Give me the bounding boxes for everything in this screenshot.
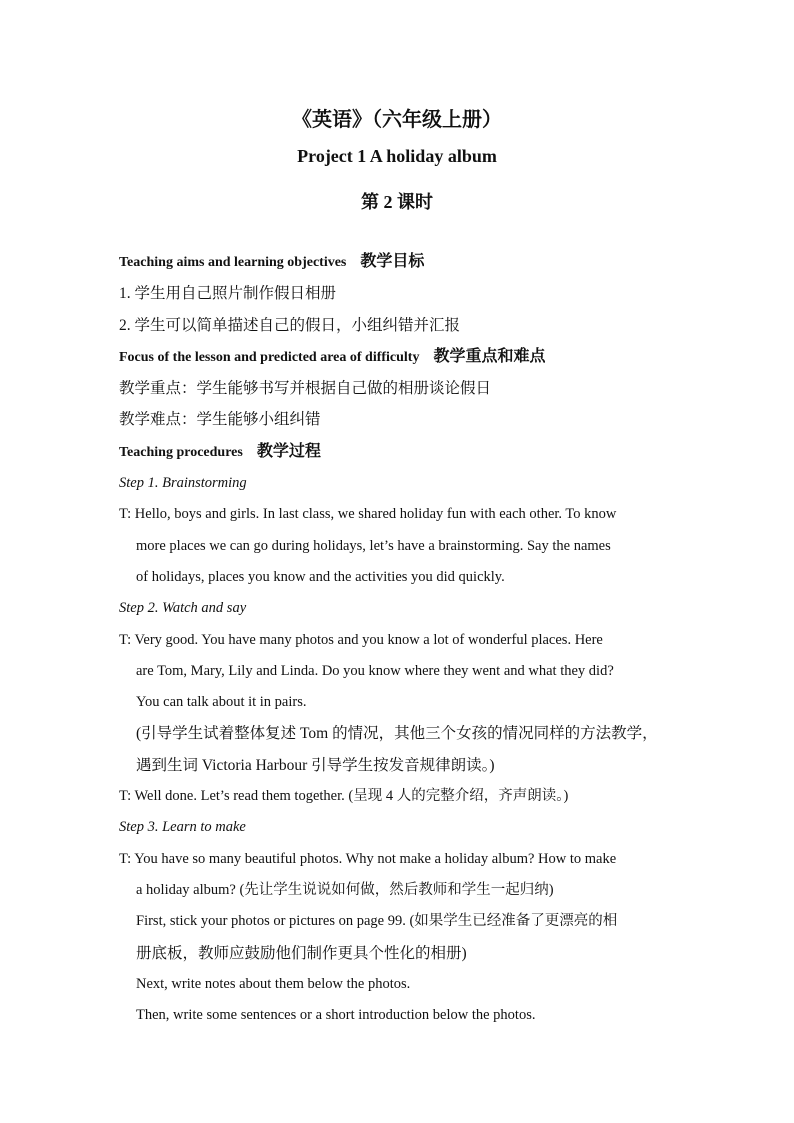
focus-heading [119,341,679,373]
document-title: 《英语》（六年级上册） [292,109,502,131]
aims-heading [119,246,679,278]
difficulty-point: 教学难点：学生能够小组纠错 [119,411,321,429]
focus-heading-cn: 教学重点和难点 [433,347,546,365]
aim-item: 1. 学生用自己照片制作假日相册 [119,285,337,303]
step3-line: 册底板，教师应鼓励他们制作更具个性化的相册) [136,944,467,962]
procedures-heading-en: Teaching procedures [119,444,243,460]
focus-point: 教学重点：学生能够书写并根据自己做的相册谈论假日 [119,380,492,398]
step2-note-line: 遇到生词 Victoria Harbour 引导学生按发音规律朗读。) [136,756,495,774]
step2-note-line: (引导学生试着整体复述 Tom 的情况，其他三个女孩的情况同样的方法教学， [136,725,658,743]
step1-title: Step 1. Brainstorming [119,475,247,492]
focus-heading-en: Focus of the lesson and predicted area of difficulty [119,349,420,365]
step3-line: First, stick your photos or pictures on page 99. (如果学生已经准备了更漂亮的相 [136,913,618,930]
procedures-heading-cn: 教学过程 [256,442,321,460]
step1-line: T: Hello, boys and girls. In last class, we shared holiday fun with each other. To know [119,506,617,523]
lesson-title: 第 2 课时 [361,192,433,212]
step2-line: You can talk about it in pairs. [136,694,307,711]
step2-line: are Tom, Mary, Lily and Linda. Do you know where they went and what they did? [136,662,614,679]
aims-heading-cn: 教学目标 [360,253,425,270]
step3-line: a holiday album? (先让学生说说如何做，然后教师和学生一起归纳) [136,881,554,898]
step2-line: T: Very good. You have many photos and you know a lot of wonderful places. Here [119,631,603,648]
step1-line: more places we can go during holidays, let’s have a brainstorming. Say the names [136,537,611,554]
step3-line: Next, write notes about them below the photos. [136,975,411,992]
step2-final-line: T: Well done. Let’s read them together. (呈现 4 人的完整介绍，齐声朗读。) [119,788,569,805]
aim-item: 2. 学生可以简单描述自己的假日，小组纠错并汇报 [119,316,461,334]
step1-line: of holidays, places you know and the activities you did quickly. [136,568,505,585]
step3-line: Then, write some sentences or a short introduction below the photos. [136,1007,536,1024]
document-body [119,246,679,1031]
project-title: Project 1 A holiday album [297,146,497,166]
aims-heading-en: Teaching aims and learning objectives [119,255,347,270]
step3-line: T: You have so many beautiful photos. Why not make a holiday album? How to make [119,850,617,867]
step3-title: Step 3. Learn to make [119,819,246,836]
procedures-heading [119,436,679,468]
step2-title: Step 2. Watch and say [119,600,247,617]
